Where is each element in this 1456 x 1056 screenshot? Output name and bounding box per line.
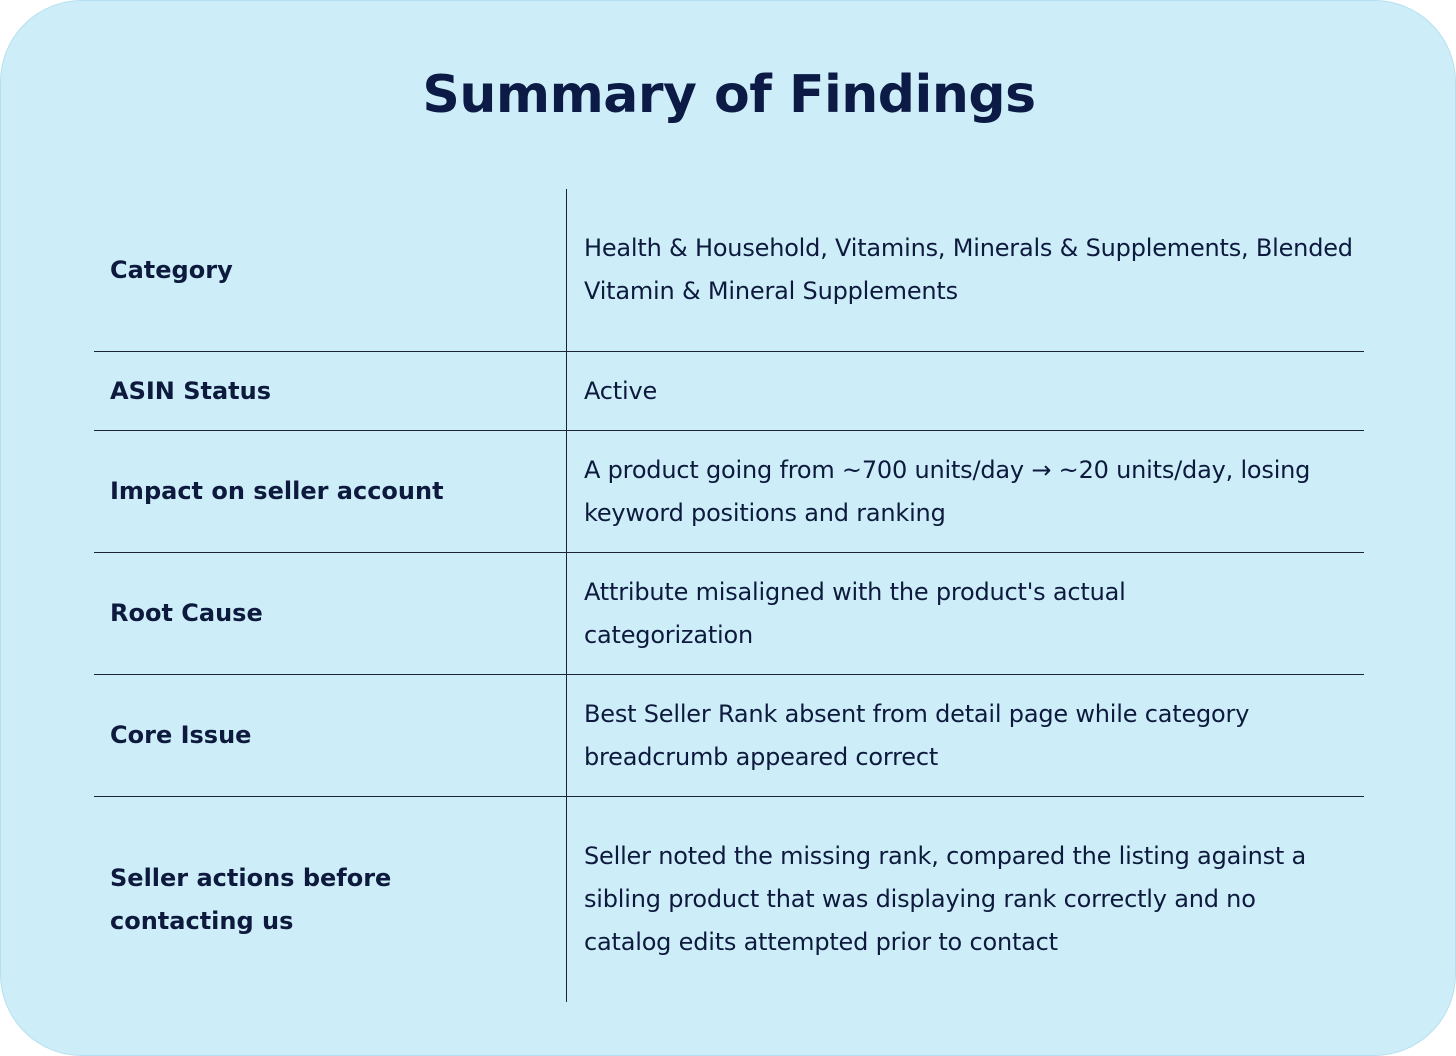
row-value-text: Health & Household, Vitamins, Minerals & Supplements, Blended Vitamin & Mineral Supplements [584,234,1353,305]
row-value [567,431,1364,552]
table-row-impact [94,430,1364,552]
row-value [567,553,1364,674]
row-value-text: A product going from ~700 units/day → ~20 units/day, losing keyword positions and ranking [584,455,1311,527]
row-label [94,352,567,430]
row-label [94,553,567,674]
table-row-asin-status [94,351,1364,430]
table-row-seller-actions [94,796,1364,1002]
row-value-text: Active [584,376,658,405]
row-label-text: Seller actions before contacting us [110,863,392,935]
row-label-text: ASIN Status [110,376,272,405]
row-label [94,431,567,552]
findings-table [94,189,1364,1002]
row-label-text: Root Cause [110,599,263,627]
table-row-root-cause [94,552,1364,674]
row-label-text: Category [110,255,233,284]
table-row-core-issue [94,674,1364,796]
row-value-text: Best Seller Rank absent from detail page while category breadcrumb appeared correct [584,699,1250,771]
row-value-text: Attribute misaligned with the product's actual categorization [584,577,1126,649]
row-label [94,675,567,796]
row-label-text: Core Issue [110,721,252,749]
page-title: Summary of Findings [422,65,1036,125]
row-label-text: Impact on seller account [110,477,444,505]
table-row-category [94,189,1364,351]
row-label [94,797,567,1002]
row-value [567,797,1364,1002]
row-value [567,675,1364,796]
row-value-text: Seller noted the missing rank, compared the listing against a sibling product that was displaying rank correctly and no catalog edits attempted prior to contact [584,842,1307,956]
row-label [94,189,567,351]
row-value [567,352,1364,430]
row-value [567,189,1374,351]
